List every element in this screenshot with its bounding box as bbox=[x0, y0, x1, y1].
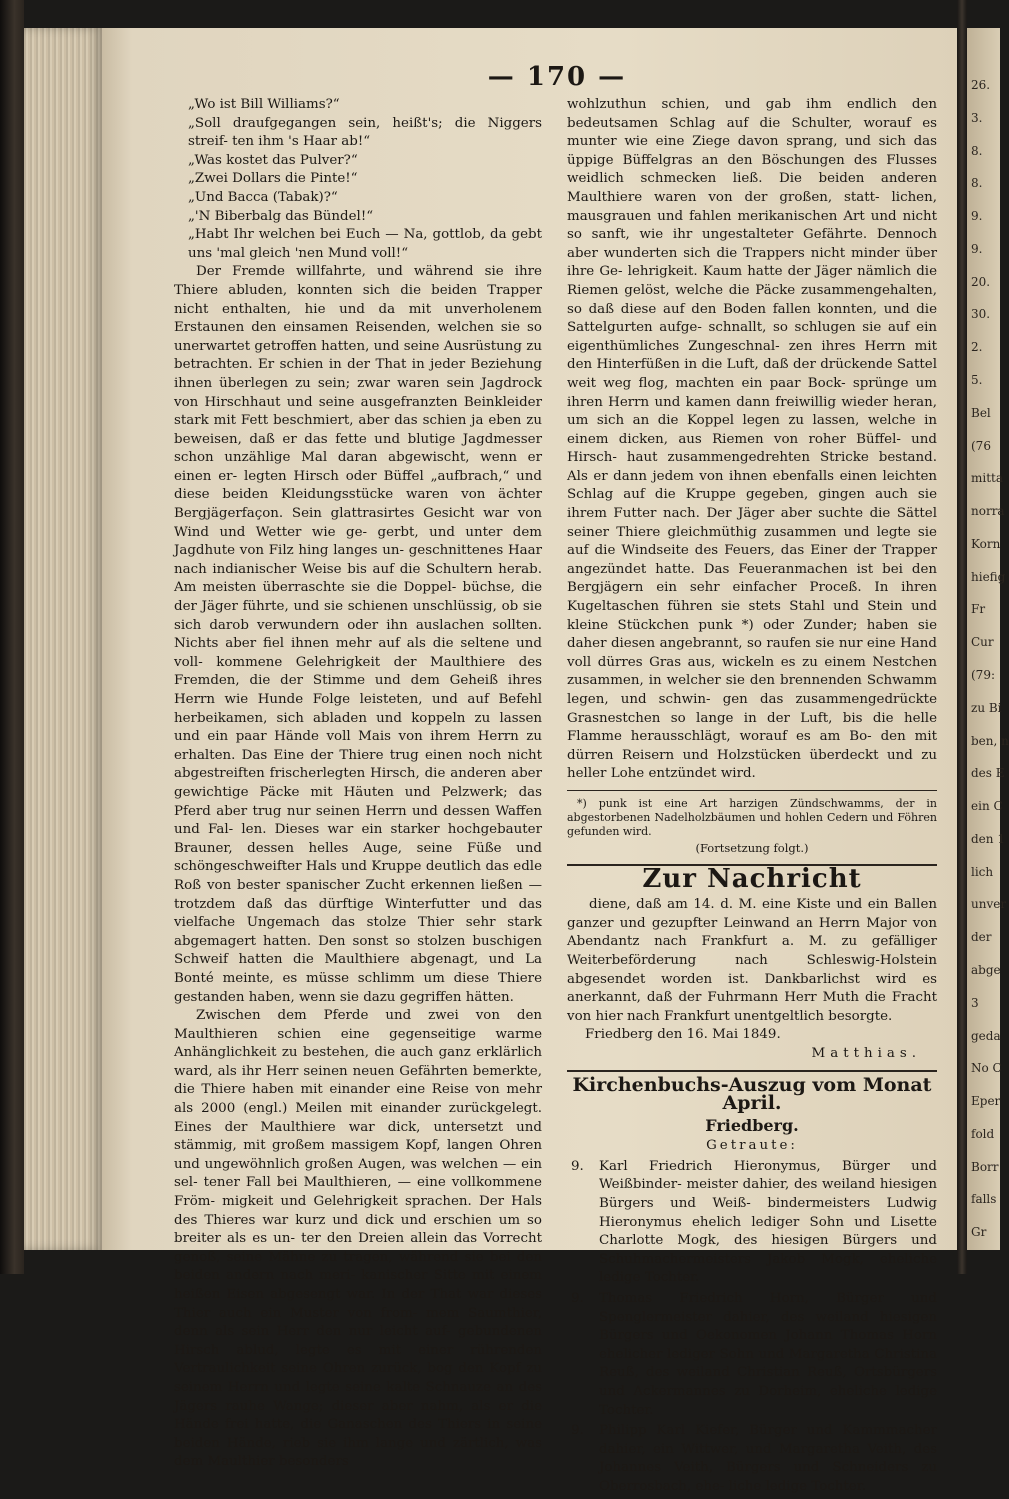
adjacent-page-fragment: 3. bbox=[971, 110, 983, 125]
adjacent-page-fragment: No C bbox=[971, 1061, 1002, 1076]
left-column bbox=[174, 96, 542, 1472]
entry-number: 9. bbox=[571, 1291, 584, 1307]
entry-number: 9. bbox=[571, 1423, 584, 1439]
adjacent-page-fragment: unver bbox=[971, 897, 1007, 912]
story-paragraph: Der Fremde willfahrte, und während sie ihre Thiere abluden, konnten sich die beiden Trapper nicht enthalten, hie und da mit unverholenem Erstaunen den einsamen Reisenden, welchen sie so unerwartet getroffen hatten, und seine Ausrüstung zu betrachten. Er schien in der That in jeder Beziehung ihnen überlegen zu sein; zwar waren sein Jagdrock von Hirschhaut und seine ausgefranzten Beinkleider stark mit Fett beschmiert, aber das schien ja eben zu beweisen, daß er das fette und blutige Jagdmesser schon unzählige Mal daran abgewischt, wenn er einen er- legten Hirsch oder Büffel „aufbrach,“ und diese beiden Kleidungsstücke waren von ächter Bergjägerfaçon. Sein glattrasirtes Gesicht war von Wind und Wetter wie ge- gerbt, und unter dem Jagdhute von Filz hing langes un- geschnittenes Haar nach indianischer Weise bis auf die Schultern herab. Am meisten überraschte sie die Doppel- büchse, die der Jäger führte, und sie schienen unschlüssig, ob sie sich darob verwundern oder ihn auslachen sollten. Nichts aber fiel ihnen mehr auf als die seltene und voll- kommene Gelehrigkeit der Maulthiere des Fremden, die der Stimme und dem Geheiß ihres Herrn wie Hunde Folge leisteten, und auf Befehl herbeikamen, sich abladen und koppeln zu lassen und ein paar Hände voll Mais von ihrem Herrn zu erhalten. Das Eine der Thiere trug einen noch nicht abgestreiften frischerlegten Hirsch, die anderen aber gewichtige Päcke mit Häuten und Pelzwerk; das Pferd aber trug nur seinen Herrn und dessen Waffen und Fal- len. Dieses war ein starker hochgebauter Brauner, dessen helles Auge, seine Füße und schöngeschweifter Hals und Kruppe deutlich das edle Roß von bester spanischer Zucht erkennen ließen — trotzdem daß das dürftige Winterfutter und das vielfache Ungemach das stolze Thier sehr stark abgemagert hatten. Den sonst so stolzen buschigen Schweif hatten die Maulthiere abgenagt, und La Bonté meinte, es müsse schlimm um diese Thiere gestanden haben, wenn sie dazu gegriffen hätten. bbox=[174, 264, 542, 1005]
adjacent-page-fragment: des E bbox=[971, 766, 1005, 781]
entry-text: Karl Friedrich Hieronymus, Bürger und Weißbinder- meister dahier, des weiland hiesigen Bürgers und Weiß- bindermeisters Ludwig Hieronymus ehelich lediger Sohn und Lisette Charlotte Mogk, des hiesigen Bürgers und Schuhmachermeisters Jakob Mogk, eheliche ledige Tochter. bbox=[599, 1158, 937, 1286]
adjacent-page-fragment: ein C bbox=[971, 799, 1003, 814]
newspaper-page bbox=[102, 28, 957, 1494]
entry-text: Thomas Friedrich Horn, Bürger und Spenglermeister dahier, des weiland hiesigen Bürgers und Oekonomen Johann Thomas Horn ehelicher lediger Sohn und Margaretha Christina Reuß, des weiland Christian Reuß, Ortsbürgers und Ackermannes zu Dorheim, eheliche ledige Tochter. bbox=[599, 1291, 937, 1418]
adjacent-page-fragment: 3 bbox=[971, 995, 979, 1010]
adjacent-page-fragment: 9. bbox=[971, 209, 983, 224]
dialogue-line: „Und Bacca (Tabak)?“ bbox=[188, 189, 338, 205]
adjacent-page-fragment: 20. bbox=[971, 274, 991, 289]
adjacent-page-fragment: lich bbox=[971, 864, 994, 879]
adjacent-page-fragment: der bbox=[971, 930, 992, 945]
divider bbox=[567, 1070, 937, 1072]
adjacent-page-edge bbox=[967, 28, 1009, 1250]
story-paragraph: Zwischen dem Pferde und zwei von den Maulthieren schien eine gegenseitige warme Anhänglichkeit zu bestehen, die auch ganz erklärlich ward, als ihr Herr seinen neuen Gefährten bemerkte, die Thiere haben mit einander eine Reise von mehr als 2000 (engl.) Meilen mit einander zurückgelegt. Eines der Maulthiere war dick, untersetzt und stämmig, mit großem massigem Kopf, langen Ohren und ungewöhnlich großen Augen, was welchen — ein sel- tener Fall bei Maulthieren, — eine vollkommene Fröm- migkeit und Gelehrigkeit sprachen. Der Hals des Thieres war kurz und dick und erschien um so breiter als es un- ter den Dreien allein das Vorrecht genoß, seine Mähne zu tragen, während sie bei den beiden andern nach meri- kanischer Sitte mit einem heißen Eisen abgesengt war. In der That war dieses Thier auch ein Muster von from- mem Saumthier, denn als sein Herr den nur leicht auf- gebundenen Hirsch ablud, legte es mit einer rührenden Vertraulichkeit seine Ohren zurück, bog den Kopf zu seinem Herrn und legte seine kalte Schnauze an des Jägers rauhe Wange; dieser aber nahm, als er die Hände frei hatte, die Ganaschen des Thiers in seine beiden Hände, rieb sie ihm lange und zärtlich, was dem Maulthier besonders bbox=[174, 1008, 542, 1470]
register-section: Getraute: bbox=[706, 1138, 798, 1154]
dialogue-line: „Was kostet das Pulver?“ bbox=[188, 152, 358, 168]
dialogue-line: „Zwei Dollars die Pinte!“ bbox=[188, 171, 358, 187]
adjacent-page-fragment: abge bbox=[971, 963, 1001, 977]
book-binding bbox=[0, 0, 24, 1274]
register-place: Friedberg. bbox=[705, 1115, 799, 1135]
adjacent-page-fragment: (76 bbox=[971, 438, 991, 453]
adjacent-page-fragment: Korn bbox=[971, 536, 1001, 551]
adjacent-page-fragment: mitta bbox=[971, 471, 1004, 486]
adjacent-page-fragment: Borr bbox=[971, 1159, 999, 1174]
register-entry bbox=[567, 1290, 937, 1420]
adjacent-page-fragment: Gr bbox=[971, 1225, 987, 1240]
adjacent-page-fragment: (79: bbox=[971, 668, 995, 682]
continuation-note: (Fortsetzung folgt.) bbox=[695, 840, 809, 855]
adjacent-page-fragment: den 1 bbox=[971, 831, 1005, 846]
adjacent-page-fragment: 8. bbox=[971, 176, 983, 191]
entry-text: Philipp Karl Kiefer, Bürger und Kammmacher dahier, ein Wittwer, und Margaretha Veith, des Johannes Veith, Bürgers und Schneiders zu Oberrosbach, ehe- liche ledige Tochter. bbox=[599, 1423, 937, 1494]
dialogue-line: „Wo ist Bill Williams?“ bbox=[188, 97, 340, 112]
right-column bbox=[567, 96, 937, 1499]
adjacent-page-fragment: Fr bbox=[971, 602, 986, 617]
notice-text: diene, daß am 14. d. M. eine Kiste und ein Ballen ganzer und gezupfter Leinwand an Herrn Major von Abendantz nach Frankfurt a. M. zu gefälliger Weiterbeförderung nach Schleswig-Holstein abgesendet worden ist. Dankbarlichst wird es anerkannt, daß der Fuhrmann Herr Muth die Fracht von hier nach Frankfurt unentgeltlich besorgte. bbox=[567, 897, 937, 1024]
register-heading: Kirchenbuchs-Auszug vom Monat April. bbox=[572, 1073, 932, 1115]
adjacent-page-fragment: 2. bbox=[971, 340, 983, 355]
register-entry bbox=[567, 1158, 937, 1288]
adjacent-page-fragment: 9. bbox=[971, 241, 983, 256]
entry-number: 9. bbox=[571, 1158, 584, 1174]
adjacent-page-fragment: Bel bbox=[971, 405, 991, 420]
dialogue-line: „'N Biberbalg das Bündel!“ bbox=[188, 208, 374, 224]
book-gutter bbox=[957, 0, 967, 1274]
adjacent-page-fragment: norra bbox=[971, 504, 1005, 519]
adjacent-page-fragment: geda bbox=[971, 1028, 1001, 1043]
story-paragraph: wohlzuthun schien, und gab ihm endlich den bedeutsamen Schlag auf die Schulter, worauf es munter wie eine Ziege davon sprang, und sich das üppige Büffelgras an den Böschungen des Flusses weidlich schmecken ließ. Die beiden anderen Maulthiere waren von der großen, statt- lichen, mausgrauen und fahlen merikanischen Art und nicht so sanft, wie ihr ungestalteter Gefährte. Dennoch aber wunderten sich die Trappers nicht minder über ihre Ge- lehrigkeit. Kaum hatte der Jäger nämlich die Riemen gelöst, welche die Päcke zusammengehalten, so daß diese auf den Boden fallen konnten, und die Sattelgurten aufge- schnallt, so schlugen sie auf ein eigenthümliches Zungeschnal- zen ihres Herrn mit den Hinterfüßen in die Luft, daß der drückende Sattel weit weg flog, machten ein paar Bock- sprünge um ihren Herrn und kamen dann freiwillig wieder heran, um sich an die Koppel legen zu lassen, welche in einem dicken, aus Riemen von roher Büffel- und Hirsch- haut zusammengedrehten Stricke bestand. Als er dann jedem von ihnen ebenfalls einen leichten Schlag auf die Kruppe gegeben, gingen auch sie ihrem Futter nach. Der Jäger aber suchte die Sättel seiner Thiere gleichmüthig zusammen und legte sie auf die Windseite des Feuers, das Einer der Trapper angezündet hatte. Das Feueranmachen ist bei den Bergjägern ein sehr einfacher Proceß. In ihren Kugeltaschen führen sie stets Stahl und Stein und kleine Stückchen punk *) oder Zunder; haben sie daher diesen angebrannt, so raufen sie nur eine Hand voll dürres Gras aus, wickeln es zu einem Nestchen zusammen, in welcher sie den brennenden Schwamm legen, und schwin- gen das zusammengedrückte Grasnestchen so lange in der Luft, bis die helle Flamme herausschlägt, worauf es am Bo- den mit dürren Reisern und Holzstücken überdeckt und zu heller Lohe entzündet wird. bbox=[567, 97, 937, 782]
dialogue-line: „Soll draufgegangen sein, heißt's; die Niggers streif- ten ihm 's Haar ab!“ bbox=[188, 115, 542, 150]
adjacent-page-fragment: 8. bbox=[971, 143, 983, 158]
notice-dateline: Friedberg den 16. Mai 1849. bbox=[585, 1027, 781, 1043]
notice-signature: Matthias. bbox=[811, 1045, 921, 1061]
dialogue-line: „Habt Ihr welchen bei Euch — Na, gottlob, da gebt uns 'mal gleich 'nen Mund voll!“ bbox=[188, 227, 542, 261]
adjacent-page-fragment: falls bbox=[971, 1192, 997, 1207]
footnote: *) punk ist eine Art harzigen Zündschwamms, der in abgestorbenen Nadelholzbäumen und hohlen Cedern und Föhren gefunden wird. bbox=[567, 796, 937, 838]
adjacent-page-fragment: 26. bbox=[971, 78, 991, 92]
adjacent-page-fragment: fold bbox=[971, 1126, 995, 1141]
adjacent-page-fragment: 30. bbox=[971, 307, 991, 322]
page-number: — 170 — bbox=[487, 62, 627, 92]
page-edges bbox=[24, 28, 102, 1250]
adjacent-page-fragment: ben, n bbox=[971, 733, 1009, 748]
register-entry bbox=[567, 1422, 937, 1496]
adjacent-page-fragment: 5. bbox=[971, 373, 983, 387]
adjacent-page-fragment: zu Bi bbox=[971, 700, 1002, 715]
adjacent-page-fragment: hiefig bbox=[971, 569, 1006, 584]
adjacent-page-fragment: Cur bbox=[971, 635, 994, 650]
notice-heading: Zur Nachricht bbox=[642, 863, 862, 894]
divider bbox=[567, 790, 937, 791]
adjacent-page-fragment: Eper bbox=[971, 1094, 1001, 1109]
